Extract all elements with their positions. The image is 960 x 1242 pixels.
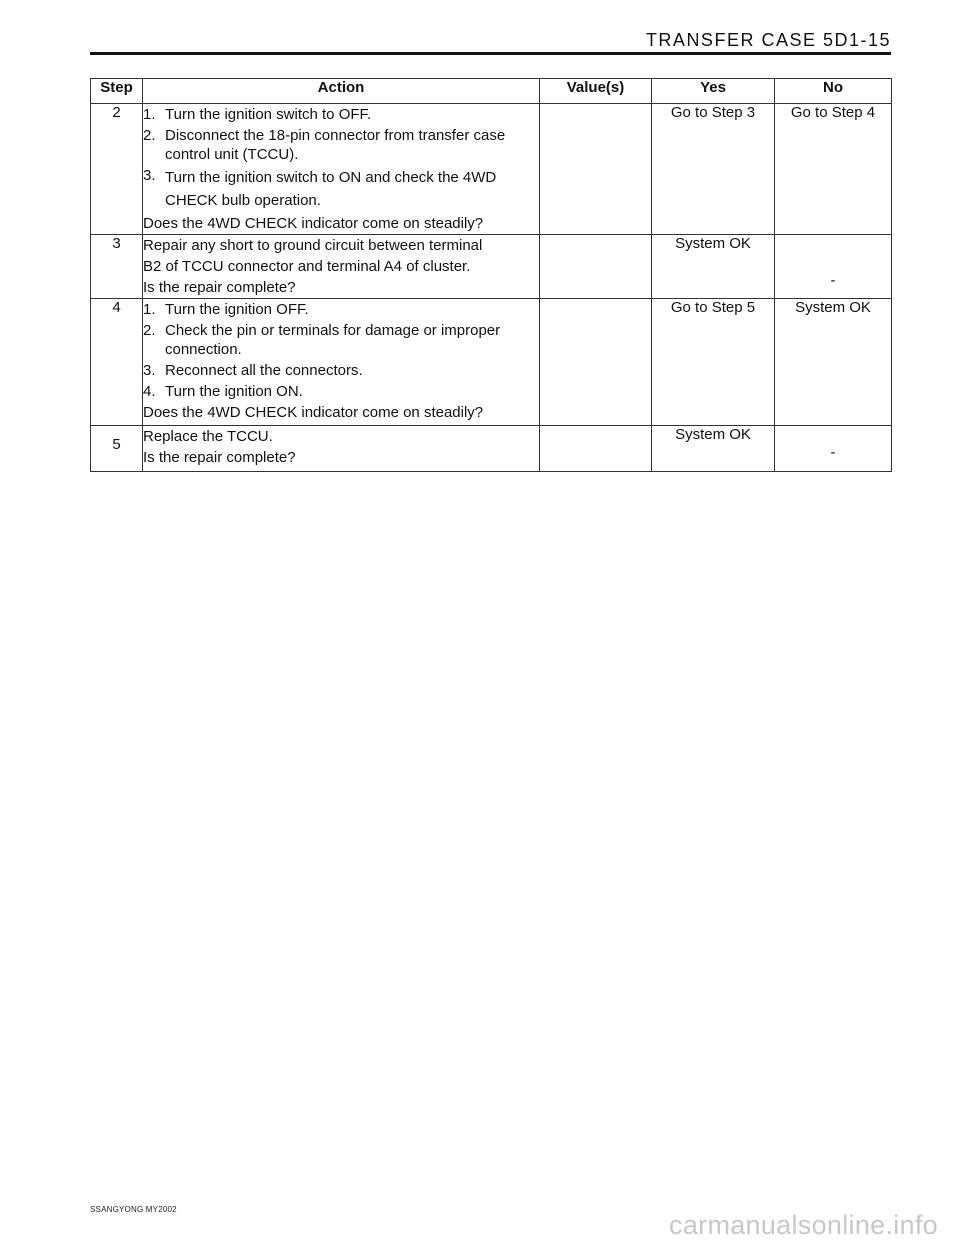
step-number: 5 [91,426,143,472]
action-item-text: Disconnect the 18-pin connector from transfer case control unit (TCCU). [165,127,506,163]
action-item-number: 3. [143,362,156,379]
action-item-text: Turn the ignition switch to OFF. [165,106,372,123]
action-item-text: Check the pin or terminals for damage or improper connection. [165,322,501,358]
action-item [143,104,539,125]
yes-cell: Go to Step 3 [652,104,775,235]
column-header-yes: Yes [652,79,775,104]
action-item-text: Reconnect all the connectors. [165,362,363,379]
step-number: 2 [91,104,143,235]
action-item-number: 1. [143,301,156,318]
no-cell: - [775,235,892,299]
action-item-number: 1. [143,106,156,123]
watermark-text: carmanualsonline.info [669,1210,938,1240]
action-question: Is the repair complete? [143,279,296,296]
table-row [91,235,892,299]
action-item-number: 2. [143,127,156,144]
table-row [91,299,892,426]
diagnostic-table [90,78,892,472]
action-line: Replace the TCCU. [143,428,273,445]
action-item [143,381,539,402]
value-cell [540,104,652,235]
action-item-number: 3. [143,167,156,184]
footer-text: SSANGYONG MY2002 [90,1205,177,1214]
step-number: 4 [91,299,143,426]
action-line: Repair any short to ground circuit between terminal [143,237,483,254]
value-cell [540,426,652,472]
yes-cell: System OK [652,426,775,472]
page-header-title: TRANSFER CASE 5D1-15 [645,30,891,50]
action-line: B2 of TCCU connector and terminal A4 of cluster. [143,258,471,275]
action-item-text: Turn the ignition OFF. [165,301,309,318]
yes-cell: Go to Step 5 [652,299,775,426]
column-header-values: Value(s) [540,79,652,104]
action-cell [143,104,540,235]
column-header-action: Action [143,79,540,104]
action-item [143,299,539,320]
action-question: Is the repair complete? [143,449,296,466]
action-item [143,165,539,213]
yes-cell: System OK [652,235,775,299]
table-header-row [91,79,892,104]
action-item [143,360,539,381]
action-question: Does the 4WD CHECK indicator come on steadily? [143,404,484,421]
action-item [143,320,539,360]
header-rule [90,52,891,55]
no-cell: - [775,426,892,472]
no-cell: Go to Step 4 [775,104,892,235]
value-cell [540,299,652,426]
column-header-no: No [775,79,892,104]
table-row [91,426,892,472]
action-item-number: 4. [143,383,156,400]
action-cell [143,235,540,299]
action-item-text: Turn the ignition switch to ON and check the 4WD CHECK bulb operation. [165,169,497,209]
column-header-step: Step [91,79,143,104]
action-item-number: 2. [143,322,156,339]
no-cell: System OK [775,299,892,426]
step-number: 3 [91,235,143,299]
table-row [91,104,892,235]
action-cell [143,299,540,426]
action-cell [143,426,540,472]
action-item-text: Turn the ignition ON. [165,383,303,400]
action-item [143,125,539,165]
value-cell [540,235,652,299]
action-question: Does the 4WD CHECK indicator come on steadily? [143,215,484,232]
